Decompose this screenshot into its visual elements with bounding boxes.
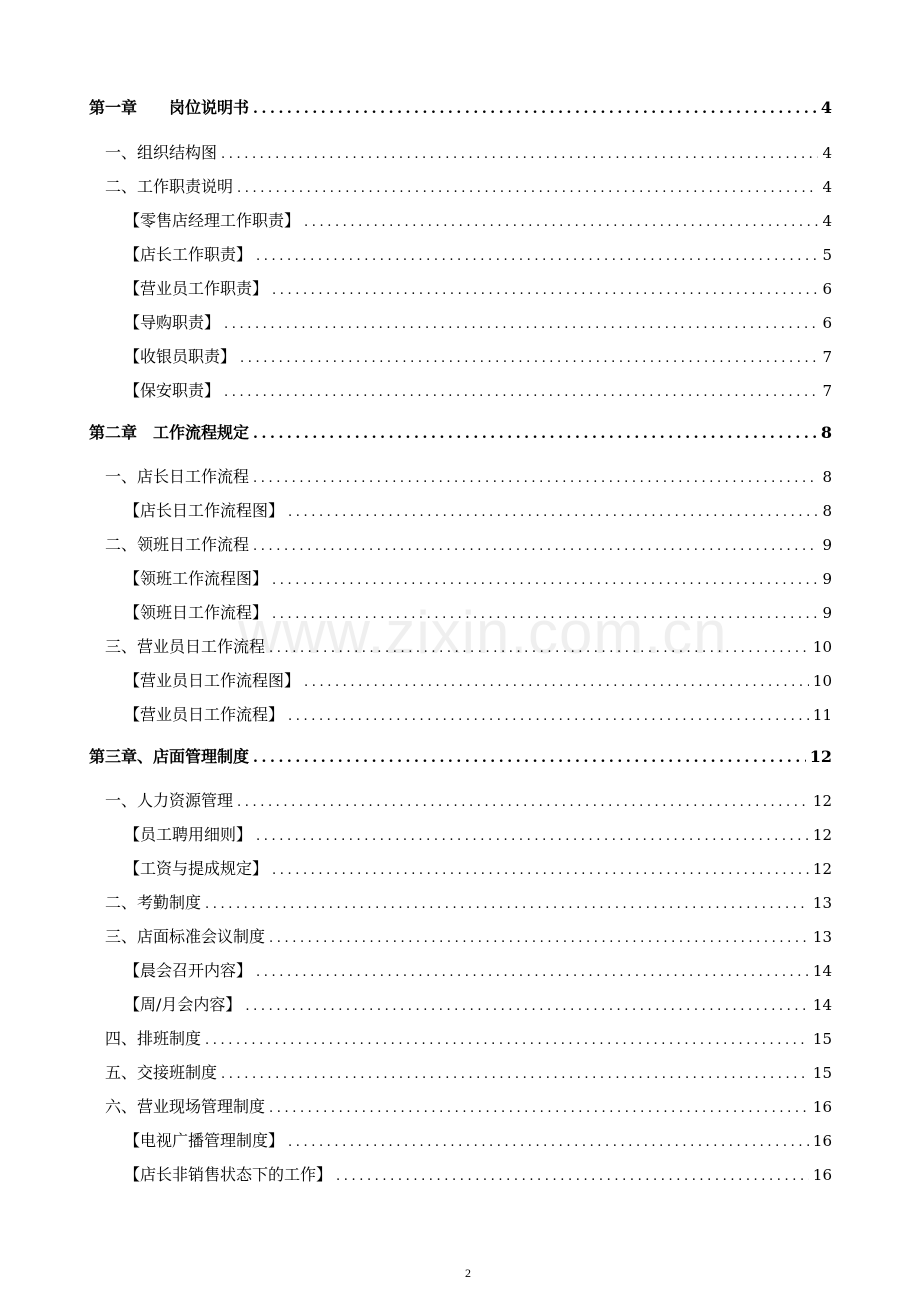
toc-entry-page: 14 [812, 962, 832, 980]
toc-entry-page: 13 [812, 928, 832, 946]
toc-entry-label: 【领班工作流程图】 [124, 569, 269, 588]
toc-entry-page: 12 [809, 747, 832, 766]
toc-entry-label: 【收银员职责】 [124, 347, 237, 366]
toc-entry-label: 第一章 岗位说明书 [89, 98, 250, 117]
toc-entry-page: 12 [812, 826, 832, 844]
toc-entry-label: 三、店面标准会议制度 [105, 927, 266, 946]
watermark: www.zixin.com.cn [238, 599, 728, 666]
toc-entry-page: 7 [822, 348, 832, 366]
toc-entry-page: 15 [812, 1064, 832, 1082]
toc-chapter-3[interactable] [89, 745, 832, 769]
toc-entry-label: 一、组织结构图 [105, 143, 218, 162]
toc-subsection[interactable] [124, 703, 832, 727]
toc-subsection[interactable] [124, 209, 832, 233]
toc-entry-page: 8 [822, 502, 832, 520]
toc-subsection[interactable] [124, 567, 832, 591]
dot-leader [221, 143, 818, 167]
toc-section[interactable] [105, 465, 832, 489]
toc-subsection[interactable] [124, 243, 832, 267]
toc-subsection[interactable] [124, 1163, 832, 1187]
dot-leader [253, 535, 818, 559]
toc-entry-label: 【员工聘用细则】 [124, 825, 253, 844]
toc-entry-page: 16 [812, 1166, 832, 1184]
toc-subsection[interactable] [124, 823, 832, 847]
page-number: 2 [465, 1266, 471, 1280]
dot-leader [205, 1029, 809, 1053]
toc-entry-label: 【领班日工作流程】 [124, 603, 269, 622]
toc-entry-label: 五、交接班制度 [105, 1063, 218, 1082]
toc-entry-page: 6 [822, 280, 832, 298]
toc-section[interactable] [105, 635, 832, 659]
dot-leader [224, 381, 818, 405]
dot-leader [304, 671, 809, 695]
toc-entry-label: 【店长工作职责】 [124, 245, 253, 264]
toc-subsection[interactable] [124, 959, 832, 983]
toc-entry-page: 8 [820, 423, 832, 442]
toc-entry-page: 7 [822, 382, 832, 400]
toc-entry-label: 【工资与提成规定】 [124, 859, 269, 878]
toc-subsection[interactable] [124, 379, 832, 403]
toc-subsection[interactable] [124, 601, 832, 625]
toc-entry-label: 【导购职责】 [124, 313, 221, 332]
dot-leader [269, 927, 809, 951]
toc-entry-label: 第二章 工作流程规定 [89, 423, 250, 442]
toc-section[interactable] [105, 1061, 832, 1085]
dot-leader [221, 1063, 809, 1087]
toc-entry-label: 一、店长日工作流程 [105, 467, 250, 486]
toc-entry-label: 六、营业现场管理制度 [105, 1097, 266, 1116]
toc-entry-page: 10 [812, 638, 832, 656]
toc-entry-page: 16 [812, 1132, 832, 1150]
toc-entry-page: 13 [812, 894, 832, 912]
toc-entry-page: 4 [822, 212, 832, 230]
toc-entry-page: 8 [822, 468, 832, 486]
toc-entry-page: 15 [812, 1030, 832, 1048]
toc-subsection[interactable] [124, 311, 832, 335]
toc-entry-label: 【营业员工作职责】 [124, 279, 269, 298]
toc-entry-label: 【电视广播管理制度】 [124, 1131, 285, 1150]
toc-subsection[interactable] [124, 277, 832, 301]
dot-leader [237, 177, 818, 201]
dot-leader [272, 569, 818, 593]
dot-leader [256, 825, 809, 849]
toc-section[interactable] [105, 175, 832, 199]
toc-entry-label: 【晨会召开内容】 [124, 961, 253, 980]
toc-section[interactable] [105, 141, 832, 165]
toc-section[interactable] [105, 1095, 832, 1119]
dot-leader [253, 422, 817, 446]
toc-entry-page: 6 [822, 314, 832, 332]
toc-entry-page: 12 [812, 860, 832, 878]
toc-section[interactable] [105, 891, 832, 915]
dot-leader [256, 245, 818, 269]
toc-section[interactable] [105, 1027, 832, 1051]
toc-entry-page: 11 [812, 706, 832, 724]
dot-leader [237, 791, 809, 815]
toc-entry-label: 二、工作职责说明 [105, 177, 234, 196]
toc-entry-label: 【营业员日工作流程图】 [124, 671, 301, 690]
dot-leader [256, 961, 809, 985]
dot-leader [253, 746, 806, 770]
dot-leader [253, 97, 817, 121]
toc-entry-label: 【周/月会内容】 [124, 995, 242, 1014]
toc-section[interactable] [105, 925, 832, 949]
dot-leader [336, 1165, 809, 1189]
toc-entry-page: 9 [822, 536, 832, 554]
toc-entry-label: 【营业员日工作流程】 [124, 705, 285, 724]
toc-entry-page: 4 [820, 98, 832, 117]
dot-leader [269, 637, 809, 661]
dot-leader [245, 995, 809, 1019]
toc-entry-label: 【店长日工作流程图】 [124, 501, 285, 520]
toc-entry-label: 【零售店经理工作职责】 [124, 211, 301, 230]
toc-entry-label: 第三章、店面管理制度 [89, 747, 250, 766]
toc-subsection[interactable] [124, 345, 832, 369]
dot-leader [272, 859, 809, 883]
toc-entry-label: 【店长非销售状态下的工作】 [124, 1165, 333, 1184]
toc-section[interactable] [105, 533, 832, 557]
toc-entry-page: 4 [822, 144, 832, 162]
toc-entry-page: 9 [822, 570, 832, 588]
toc-section[interactable] [105, 789, 832, 813]
dot-leader [253, 467, 818, 491]
toc-entry-label: 一、人力资源管理 [105, 791, 234, 810]
toc-entry-label: 【保安职责】 [124, 381, 221, 400]
toc-entry-label: 二、考勤制度 [105, 893, 202, 912]
dot-leader [269, 1097, 809, 1121]
toc-entry-label: 四、排班制度 [105, 1029, 202, 1048]
toc-entry-label: 二、领班日工作流程 [105, 535, 250, 554]
toc-subsection[interactable] [124, 857, 832, 881]
toc-entry-page: 16 [812, 1098, 832, 1116]
toc-subsection[interactable] [124, 993, 832, 1017]
toc-entry-page: 10 [812, 672, 832, 690]
toc-entry-page: 12 [812, 792, 832, 810]
dot-leader [272, 279, 818, 303]
dot-leader [224, 313, 818, 337]
toc-entry-page: 14 [812, 996, 832, 1014]
toc-entry-label: 三、营业员日工作流程 [105, 637, 266, 656]
toc-entry-page: 9 [822, 604, 832, 622]
dot-leader [304, 211, 818, 235]
dot-leader [205, 893, 809, 917]
dot-leader [288, 1131, 809, 1155]
toc-subsection[interactable] [124, 1129, 832, 1153]
dot-leader [240, 347, 818, 371]
dot-leader [272, 603, 818, 627]
dot-leader [288, 705, 809, 729]
toc-entry-page: 5 [822, 246, 832, 264]
toc-subsection[interactable] [124, 499, 832, 523]
toc-subsection[interactable] [124, 669, 832, 693]
dot-leader [288, 501, 818, 525]
toc-chapter-2[interactable] [89, 421, 832, 445]
toc-chapter-1[interactable] [89, 96, 832, 120]
toc-entry-page: 4 [822, 178, 832, 196]
